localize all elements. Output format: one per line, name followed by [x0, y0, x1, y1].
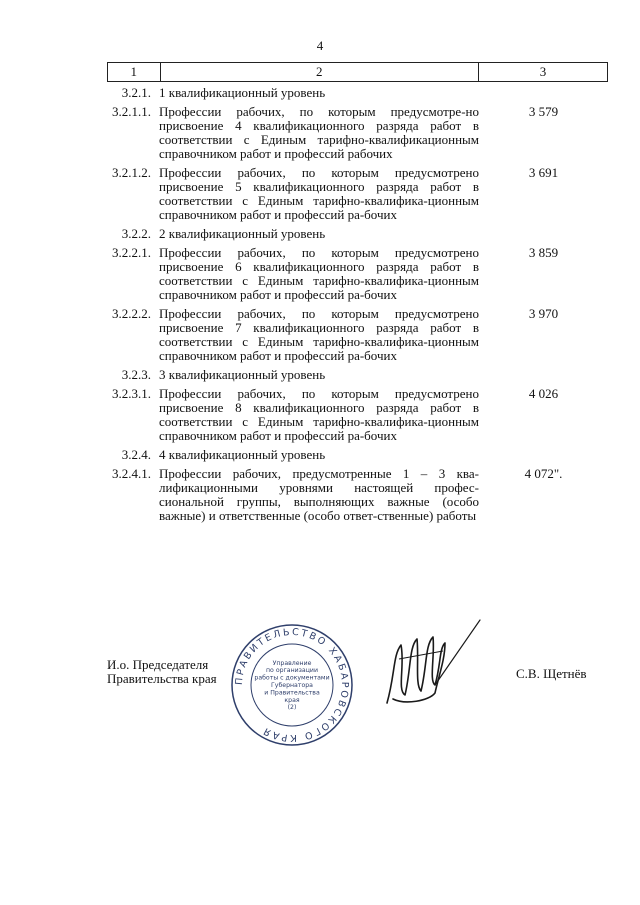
table-row: [107, 368, 608, 382]
table-row: [107, 166, 608, 222]
table-header: [107, 62, 608, 82]
row-value: [479, 368, 608, 382]
row-text: Профессии рабочих, по которым предусмотрено присвоение 6 квалификационного разряда работ в соответствии с Единым тарифно-квалифика-ционным справочником работ и профессий ра-бочих: [159, 245, 479, 302]
row-value: 3 859: [528, 245, 559, 260]
row-code: 3.2.4.: [121, 447, 151, 462]
table-row: [107, 467, 608, 523]
row-code: 3.2.1.1.: [112, 104, 151, 119]
row-code: 3.2.1.2.: [112, 165, 151, 180]
row-text: Профессии рабочих, по которым предусмотре-но присвоение 4 квалификационного разряда работ в соответствии с Единым тарифно-квалификационным справочником работ и профессий рабочих: [159, 104, 479, 161]
row-text: 4 квалификационный уровень: [159, 447, 326, 462]
row-value: 3 970: [528, 306, 559, 321]
salary-table-body: [107, 86, 608, 528]
seal-inner-line: Управление: [272, 659, 312, 667]
seal-inner-line: и Правительства: [264, 689, 320, 697]
row-text: 1 квалификационный уровень: [159, 85, 326, 100]
row-code: 3.2.1.: [121, 85, 151, 100]
seal-inner-line: края: [284, 696, 300, 704]
row-code: 3.2.2.2.: [112, 306, 151, 321]
row-text: Профессии рабочих, по которым предусмотрено присвоение 8 квалификационного разряда работ в соответствии с Единым тарифно-квалифика-ционным справочником работ и профессий ра-бочих: [159, 386, 479, 443]
row-code: 3.2.4.1.: [112, 466, 151, 481]
seal-inner-line: (2): [287, 704, 297, 712]
row-text: Профессии рабочих, предусмотренные 1 – 3 ква-лификационными уровнями настоящей профес-сиональной группы, выполняющих важные (особо важные) и ответственные (особо ответ-ственные) работы: [159, 466, 479, 523]
seal-outer-text: ПРАВИТЕЛЬСТВО ХАБАРОВСКОГО КРАЯ: [233, 626, 351, 744]
signatory-position: [107, 658, 217, 686]
seal-inner-line: работы с документами: [254, 674, 330, 682]
row-value: 3 691: [528, 165, 559, 180]
row-code: 3.2.2.: [121, 226, 151, 241]
signatory-position-line-1: И.о. Председателя: [107, 657, 209, 672]
row-value: 4 026: [528, 386, 559, 401]
header-col-3: 3: [479, 63, 608, 82]
handwritten-signature: [375, 615, 485, 715]
page-number: 4: [316, 38, 324, 53]
row-value: [479, 86, 608, 100]
row-code: 3.2.2.1.: [112, 245, 151, 260]
table-row: [107, 105, 608, 161]
row-text: 3 квалификационный уровень: [159, 367, 326, 382]
seal-inner-line: по организации: [266, 667, 318, 675]
table-row: [107, 448, 608, 462]
table-row: [107, 227, 608, 241]
row-value: 4 072".: [524, 466, 563, 481]
row-text: 2 квалификационный уровень: [159, 226, 326, 241]
signatory-position-line-2: Правительства края: [107, 671, 217, 686]
header-col-2: 2: [160, 63, 478, 82]
table-row: [107, 246, 608, 302]
row-value: [479, 227, 608, 241]
row-value: 3 579: [528, 104, 559, 119]
row-text: Профессии рабочих, по которым предусмотрено присвоение 5 квалификационного разряда работ в соответствии с Единым тарифно-квалифика-ционным справочником работ и профессий ра-бочих: [159, 165, 479, 222]
row-value: [479, 448, 608, 462]
row-text: Профессии рабочих, по которым предусмотрено присвоение 7 квалификационного разряда работ в соответствии с Единым тарифно-квалифика-ционным справочником работ и профессий ра-бочих: [159, 306, 479, 363]
table-row: [107, 86, 608, 100]
header-col-1: 1: [108, 63, 161, 82]
row-code: 3.2.3.: [121, 367, 151, 382]
seal-inner-line: Губернатора: [271, 682, 313, 689]
official-seal: [230, 623, 354, 747]
table-row: [107, 307, 608, 363]
table-row: [107, 387, 608, 443]
signatory-name: С.В. Щетнёв: [516, 666, 587, 681]
row-code: 3.2.3.1.: [112, 386, 151, 401]
